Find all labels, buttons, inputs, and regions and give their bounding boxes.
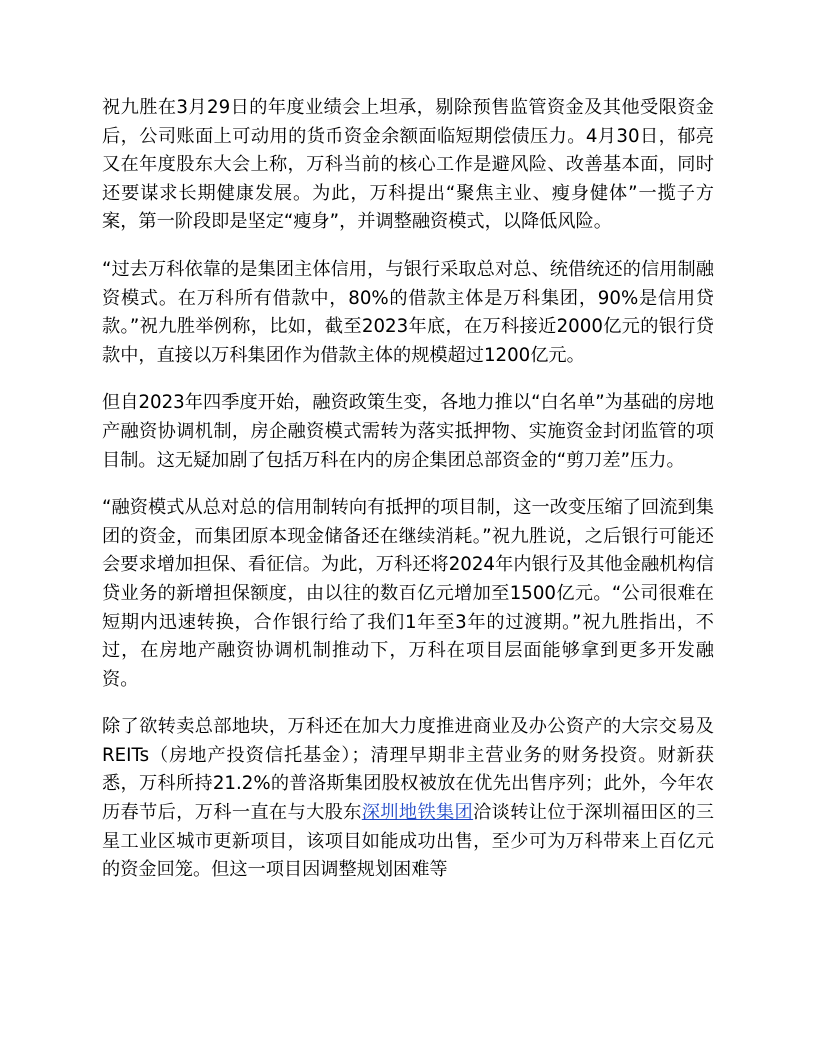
paragraph-2: “过去万科依靠的是集团主体信用，与银行采取总对总、统借统还的信用制融资模式。在万科所有借款中，80%的借款主体是万科集团，90%是信用贷款。”祝九胜举例称，比如，截至2023年底，在万科接近2000亿元的银行贷款中，直接以万科集团作为借款主体的规模超过1200亿元。 [102, 258, 714, 366]
paragraph-4: “融资模式从总对总的信用制转向有抵押的项目制，这一改变压缩了回流到集团的资金，而集团原本现金储备还在继续消耗。”祝九胜说，之后银行可能还会要求增加担保、看征信。为此，万科还将2024年内银行及其他金融机构信贷业务的新增担保额度，由以往的数百亿元增加至1500亿元。“公司很难在短期内迅速转换，合作银行给了我们1年至3年的过渡期。”祝九胜指出，不过，在房地产融资协调机制推动下，万科在项目层面能够拿到更多开发融资。 [102, 497, 714, 690]
shenzhen-metro-group-link[interactable]: 深圳地铁集团 [361, 802, 474, 824]
paragraph-1: 祝九胜在3月29日的年度业绩会上坦承，剔除预售监管资金及其他受限资金后，公司账面上可动用的货币资金余额面临短期偿债压力。4月30日，郁亮又在年度股东大会上称，万科当前的核心工作是避风险、改善基本面，同时还要谋求长期健康发展。为此，万科提出“聚焦主业、瘦身健体”一揽子方案，第一阶段即是坚定“瘦身”，并调整融资模式，以降低风险。 [102, 97, 714, 233]
paragraph-5-text-before-link: 除了欲转卖总部地块，万科还在加大力度推进商业及办公资产的大宗交易及REITs（房地产投资信托基金）；清理早期非主营业务的财务投资。财新获悉，万科所持21.2%的普洛斯集团股权被放在优先出售序列；此外，今年农历春节后，万科一直在与大股东 [102, 716, 714, 824]
paragraph-5 [102, 713, 714, 885]
paragraph-3: 但自2023年四季度开始，融资政策生变，各地力推以“白名单”为基础的房地产融资协调机制，房企融资模式需转为落实抵押物、实施资金封闭监管的项目制。这无疑加剧了包括万科在内的房企集团总部资金的“剪刀差”压力。 [102, 392, 714, 471]
paragraph-5-text-after-link: 洽谈转让位于深圳福田区的三星工业区城市更新项目，该项目如能成功出售，至少可为万科带来上百亿元的资金回笼。但这一项目因调整规划困难等 [102, 802, 714, 881]
